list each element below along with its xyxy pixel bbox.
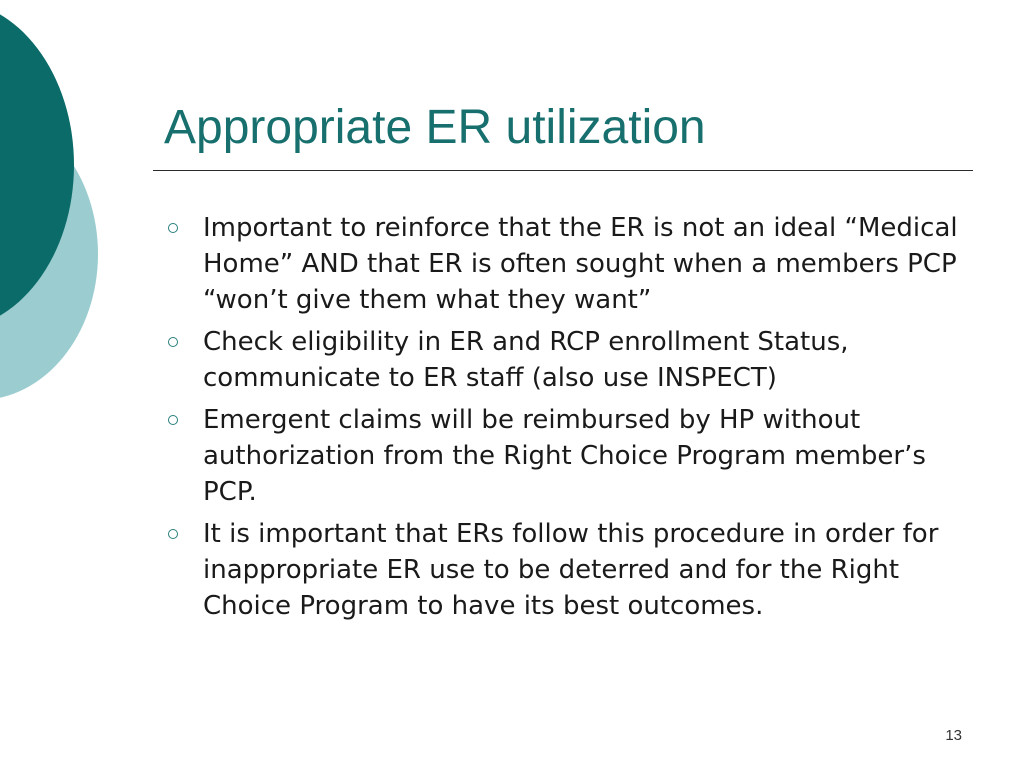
- bullet-text: It is important that ERs follow this procedure in order for inappropriate ER use to be deterred and for the Right Choice Program to have its best outcomes.: [203, 519, 939, 621]
- hollow-circle-bullet-icon: [168, 529, 178, 539]
- hollow-circle-bullet-icon: [168, 337, 178, 347]
- slide-title: Appropriate ER utilization: [164, 101, 706, 154]
- bullet-list: [160, 210, 980, 630]
- title-divider: [153, 170, 973, 171]
- bullet-text: Important to reinforce that the ER is not an ideal “Medical Home” AND that ER is often sought when a members PCP “won’t give them what they want”: [203, 213, 958, 315]
- hollow-circle-bullet-icon: [168, 415, 178, 425]
- bullet-item: [160, 402, 980, 510]
- bullet-item: [160, 324, 980, 396]
- page-number: 13: [945, 727, 962, 744]
- bullet-item: [160, 516, 980, 624]
- hollow-circle-bullet-icon: [168, 223, 178, 233]
- bullet-text: Check eligibility in ER and RCP enrollment Status, communicate to ER staff (also use INSPECT): [203, 327, 849, 393]
- bullet-item: [160, 210, 980, 318]
- bullet-text: Emergent claims will be reimbursed by HP without authorization from the Right Choice Program member’s PCP.: [203, 405, 926, 507]
